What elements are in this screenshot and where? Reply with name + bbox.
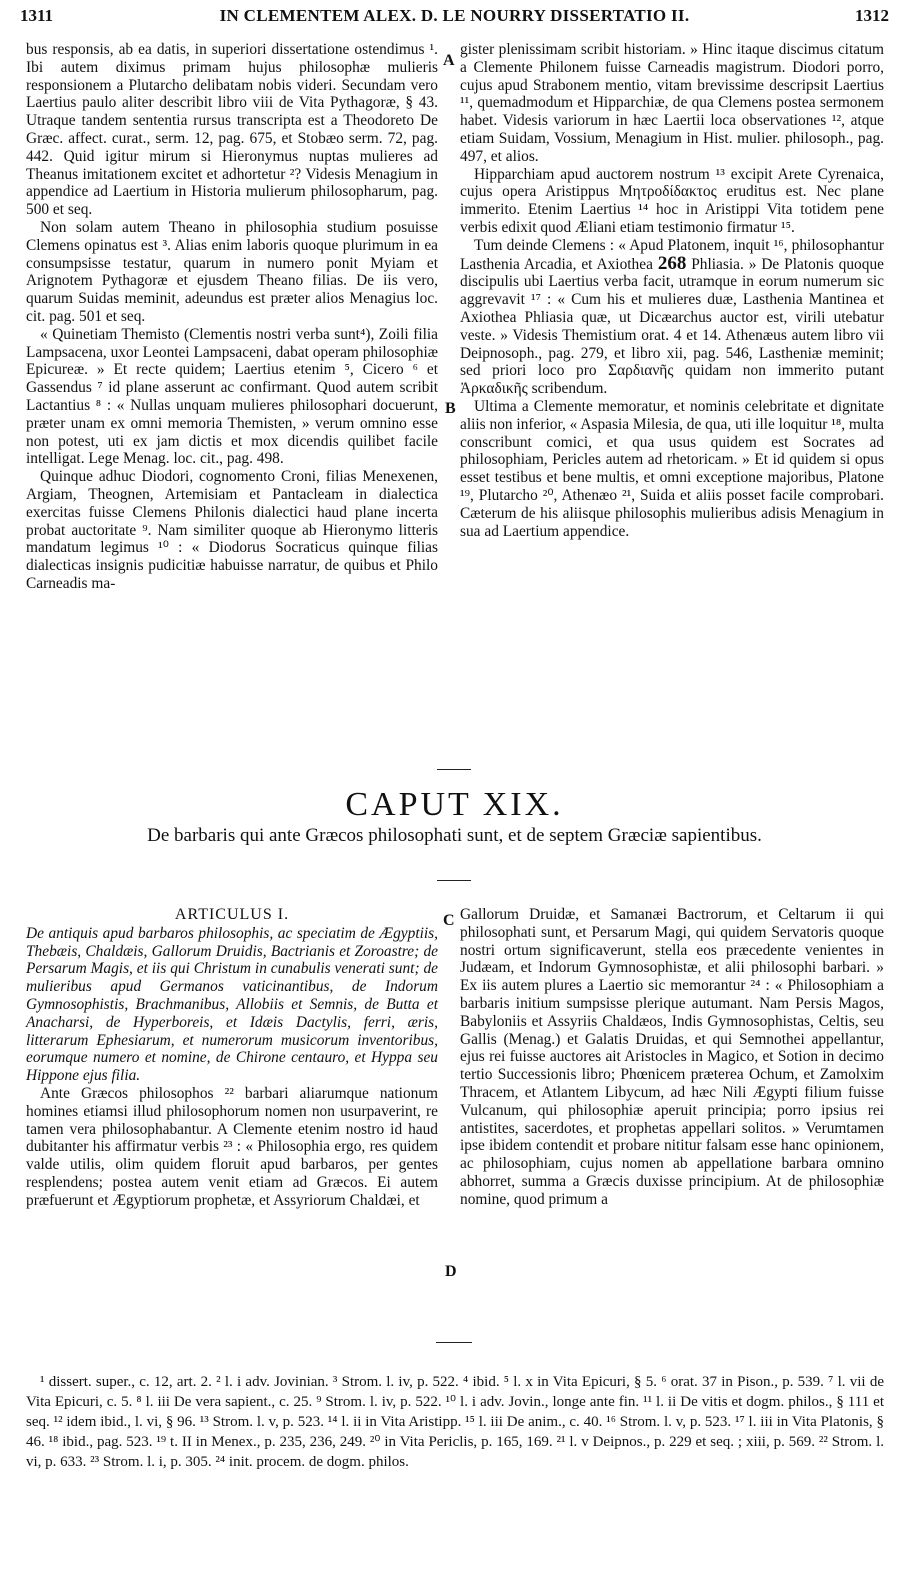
page-mark: 268 (657, 252, 687, 274)
paragraph: « Quinetiam Themisto (Clementis nostri verba sunt⁴), Zoili filia Lampsacena, uxor Leontei Lampsaceni, dabat operam philosophiæ Epicureæ. » Et recte quidem; Laertius etenim ⁵, Cicero ⁶ et Gassendus ⁷ id plane asserunt ac confirmant. Quod autem scribit Lactantius ⁸ : « Nullas unquam mulieres philosophari docuerunt, præter unam ex omni memoria Themisten, » verum omnino esse non potest, uti ex jam dictis et mox dicendis quilibet facile intelligat. Lege Menag. loc. cit., pag. 498. (26, 325, 438, 468)
chapter-subtitle: De barbaris qui ante Græcos philosophati sunt, et de septem Græciæ sapientibus. (147, 825, 762, 846)
top-right-column (460, 41, 884, 540)
margin-letter-a: A (443, 52, 455, 69)
chapter-title: CAPUT XIX. (345, 786, 564, 823)
paragraph-part: Tum deinde Clemens : « Apud Platonem, inquit ¹⁶, philosophantur Lasthenia Arcadia, et Axiothea (460, 236, 884, 273)
divider-rule (437, 880, 471, 881)
article-heading: ARTICULUS I. (174, 906, 290, 923)
paragraph: Ante Græcos philosophos ²² barbari aliarumque nationum homines etiamsi illud philosophorum nomen non usurpaverint, re tamen vera philosophabantur. A Clemente etenim nostro id haud dubitanter his affirmatur verbis ²³ : « Philosophia ergo, res quidem valde utilis, olim quidem floruit apud barbaros, per gentes resplendens; postea autem venit etiam ad Græcos. Ei autem præfuerunt et Ægyptiorum prophetæ, et Assyriorum Chaldæi, et (26, 1084, 438, 1209)
top-left-column (26, 41, 438, 593)
footnote-text: ¹ dissert. super., c. 12, art. 2. ² l. i adv. Jovinian. ³ Strom. l. iv, p. 522. ⁴ ibid. ⁵ l. x in Vita Epicuri, § 5. ⁶ orat. 37 in Pison., p. 539. ⁷ l. vii de Vita Epicuri, c. 5. ⁸ l. iii De vera sapient., c. 25. ⁹ Strom. l. iv, p. 522. ¹⁰ l. i adv. Jovin., longe ante fin. ¹¹ l. ii De vitis et dogm. philos., § 111 et seq. ¹² idem ibid., l. vi, § 96. ¹³ Strom. l. v, p. 523. ¹⁴ l. ii in Vita Aristipp. ¹⁵ l. iii De anim., c. 40. ¹⁶ Strom. l. v, p. 523. ¹⁷ l. iii in Vita Platonis, § 46. ¹⁸ ibid., pag. 523. ¹⁹ t. II in Menex., p. 235, 236, 249. ²⁰ in Vita Periclis, p. 165, 169. ²¹ l. v Deipnos., p. 229 et seq. ; xiii, p. 569. ²² Strom. l. vi, p. 633. ²³ Strom. l. i, p. 305. ²⁴ init. procem. de dogm. philos. (26, 1374, 884, 1470)
paragraph: Gallorum Druidæ, et Samanæi Bactrorum, et Celtarum ii qui philosophati sunt, et Persarum Magi, qui quidem Servatoris quoque nostri ortum significaverunt, stella eos præcedente venientes in Judæam, et Indorum Gymnosophistæ, et alii philosophi barbari. » Ex iis autem plures a Laertio sic memorantur ²⁴ : « Philosophiam a barbaris initium sumpsisse plerique autumant. Nam Persis Magos, Babyloniis et Assyriis Chaldæos, Indis Gymnosophistas, Celtis, seu Gallis (Menag.) et Galatis Druidas, et qui Semnothei appellantur, ejus rei fuisse auctores ait Aristocles in Magico, et Sotion in decimo tertio Successionis libro; Phœnicem præterea Ochum, et Zamolxim Thracem, et Atlantem Libycum, ad hæc Nili Ægypti filium fuisse Vulcanum, qui philosophiæ aperuit principia; porro ipsius rei antistites, sacerdotes, et prophetas appellari solitos. » Verumtamen ipse ibidem contendit et probare nititur falsam esse hanc opinionem, ac philosophiam, cujus nomen ab appellatione barbara omnino abhorret, summa a Græcis duxisse principium. At de philosophiæ nomine, quod primum a (460, 906, 884, 1208)
running-header (20, 6, 889, 34)
footnotes (26, 1372, 884, 1472)
paragraph: bus responsis, ab ea datis, in superiori dissertatione ostendimus ¹. Ibi autem diximus primam hujus philosophæ mulieris responsionem a Plutarcho delibatam nobis videri. Secundam vero Laertius paulo aliter describit libro viii de Vita Pythagoræ, § 43. Utraque tandem sententia rursus transcripta est a Theodoreto De Græc. affect. curat., serm. 12, pag. 675, et Stobæo serm. 72, pag. 442. Quid igitur mirum si Hieronymus nuptas mulieres ad Theanus imitationem excitet et adhortetur ²? Videsis Menagium in appendice ad Laertium in Historia mulierum philosopharum, pag. 500 et seq. (26, 41, 438, 219)
article-summary: De antiquis apud barbaros philosophis, ac speciatim de Ægyptiis, Thebæis, Chaldæis, Gallorum Druidis, Bactrianis et Zoroastre; de Persarum Magis, et iis qui Christum in cunabulis venerati sunt; de mulieribus apud Germanos vaticinantibus, de Indorum Gymnosophistis, Brachmanibus, Allobiis et Semnis, de Butta et Anacharsi, de Hyperboreis, et Idæis Dactylis, ferri, æris, litterarum Ephesiarum, et numerorum musicorum inventoribus, eorumque numero et nomine, de Chirone centauro, et Hyppa seu Hippone ejus filia. (26, 924, 438, 1085)
paragraph: Ultima a Clemente memoratur, et nominis celebritate et dignitate aliis non inferior, « Aspasia Milesia, de qua, uti ille loquitur ¹⁸, multa conscribunt comici, et qua usus quidem est Socrates ad philosophiam, Pericles autem ad rhetoricam. » Et id quidem si opus esset testibus et bene multis, et omni exceptione majoribus, Platone ¹⁹, Plutarcho ²⁰, Athenæo ²¹, Suida et aliis posset facile comprobari. Cæterum de his aliisque philosophis mulieribus adisis Menagium in sua ad Laertium appendice. (460, 397, 884, 540)
bottom-right-column (460, 906, 884, 1209)
bottom-left-column (26, 906, 438, 1210)
page-number-left: 1311 (20, 6, 54, 25)
paragraph (460, 237, 884, 398)
margin-letter-c: C (443, 912, 455, 929)
page-number-right: 1312 (855, 6, 889, 25)
paragraph: gister plenissimam scribit historiam. » Hinc itaque discimus citatum a Clemente Philonem fuisse Carneadis magistrum. Diodori porro, cujus apud Strabonem mentio, vitam brevissime descripsit Laertius ¹¹, quemadmodum et Hipparchiæ, de qua Clemens postea sermonem habet. Videsis variorum in hæc Laertii loca observationes ¹², atque etiam Suidam, Vossium, Menagium in Hist. mulier. philosoph., pag. 497, et alios. (460, 41, 884, 165)
paragraph: Hipparchiam apud auctorem nostrum ¹³ excipit Arete Cyrenaica, cujus opera Aristippus Μητροδίδακτος eruditus est. Nec plane immerito. Etenim Laertius ¹⁴ hoc in Aristippi Vita totidem pene verbis edixit quod Æliani etiam testimonio firmatur ¹⁵. (460, 165, 884, 236)
footnote-divider (436, 1342, 472, 1343)
divider-rule (437, 769, 471, 770)
paragraph: Non solam autem Theano in philosophia studium posuisse Clemens opinatus est ³. Alias enim laboris quoque plurimum in ea consumpsisse testatur, quarum in numero ponit Myiam et Arignotem Pythagoræ et ejusdem Theano filias. De iis vero, quarum Suidas meminit, adeundus est præter alios Menagius loc. cit. pag. 501 et seq. (26, 218, 438, 325)
margin-letter-b: B (445, 400, 456, 417)
margin-letter-d: D (445, 1263, 457, 1280)
paragraph: Quinque adhuc Diodori, cognomento Croni, filias Menexenen, Argiam, Theognen, Artemisiam et Pantacleam in dialectica exercitas fuisse Clemens Philonis dialectici haud plane incerta probat auctoritate ⁹. Nam similiter quoque ab Hieronymo litteris mandatum legimus ¹⁰ : « Diodorus Socraticus quinque filias dialecticas insignis pudicitiæ habuisse narratur, de quibus et Philo Carneadis ma- (26, 468, 438, 592)
paragraph-part: Phliasia. » De Platonis quoque discipulis ubi Laertius verba facit, utramque in eorum numerum sic aggrevavit ¹⁷ : « Cum his et mulieres duæ, Lasthenia Mantinea et Axiothea Phliasia quæ, ut Dicæarchus auctor est, virili utebatur veste. » Videsis Themistium orat. 4 et 14. Athenæus autem libro vii Deipnosoph., pag. 279, et libro xii, pag. 546, Lastheniæ meminit; sed priori loco pro Σαρδιανῆς quidam non immerito putant Ἀρκαδικῆς scribendum. (460, 255, 884, 398)
running-title: IN CLEMENTEM ALEX. D. LE NOURRY DISSERTATIO II. (219, 6, 690, 25)
